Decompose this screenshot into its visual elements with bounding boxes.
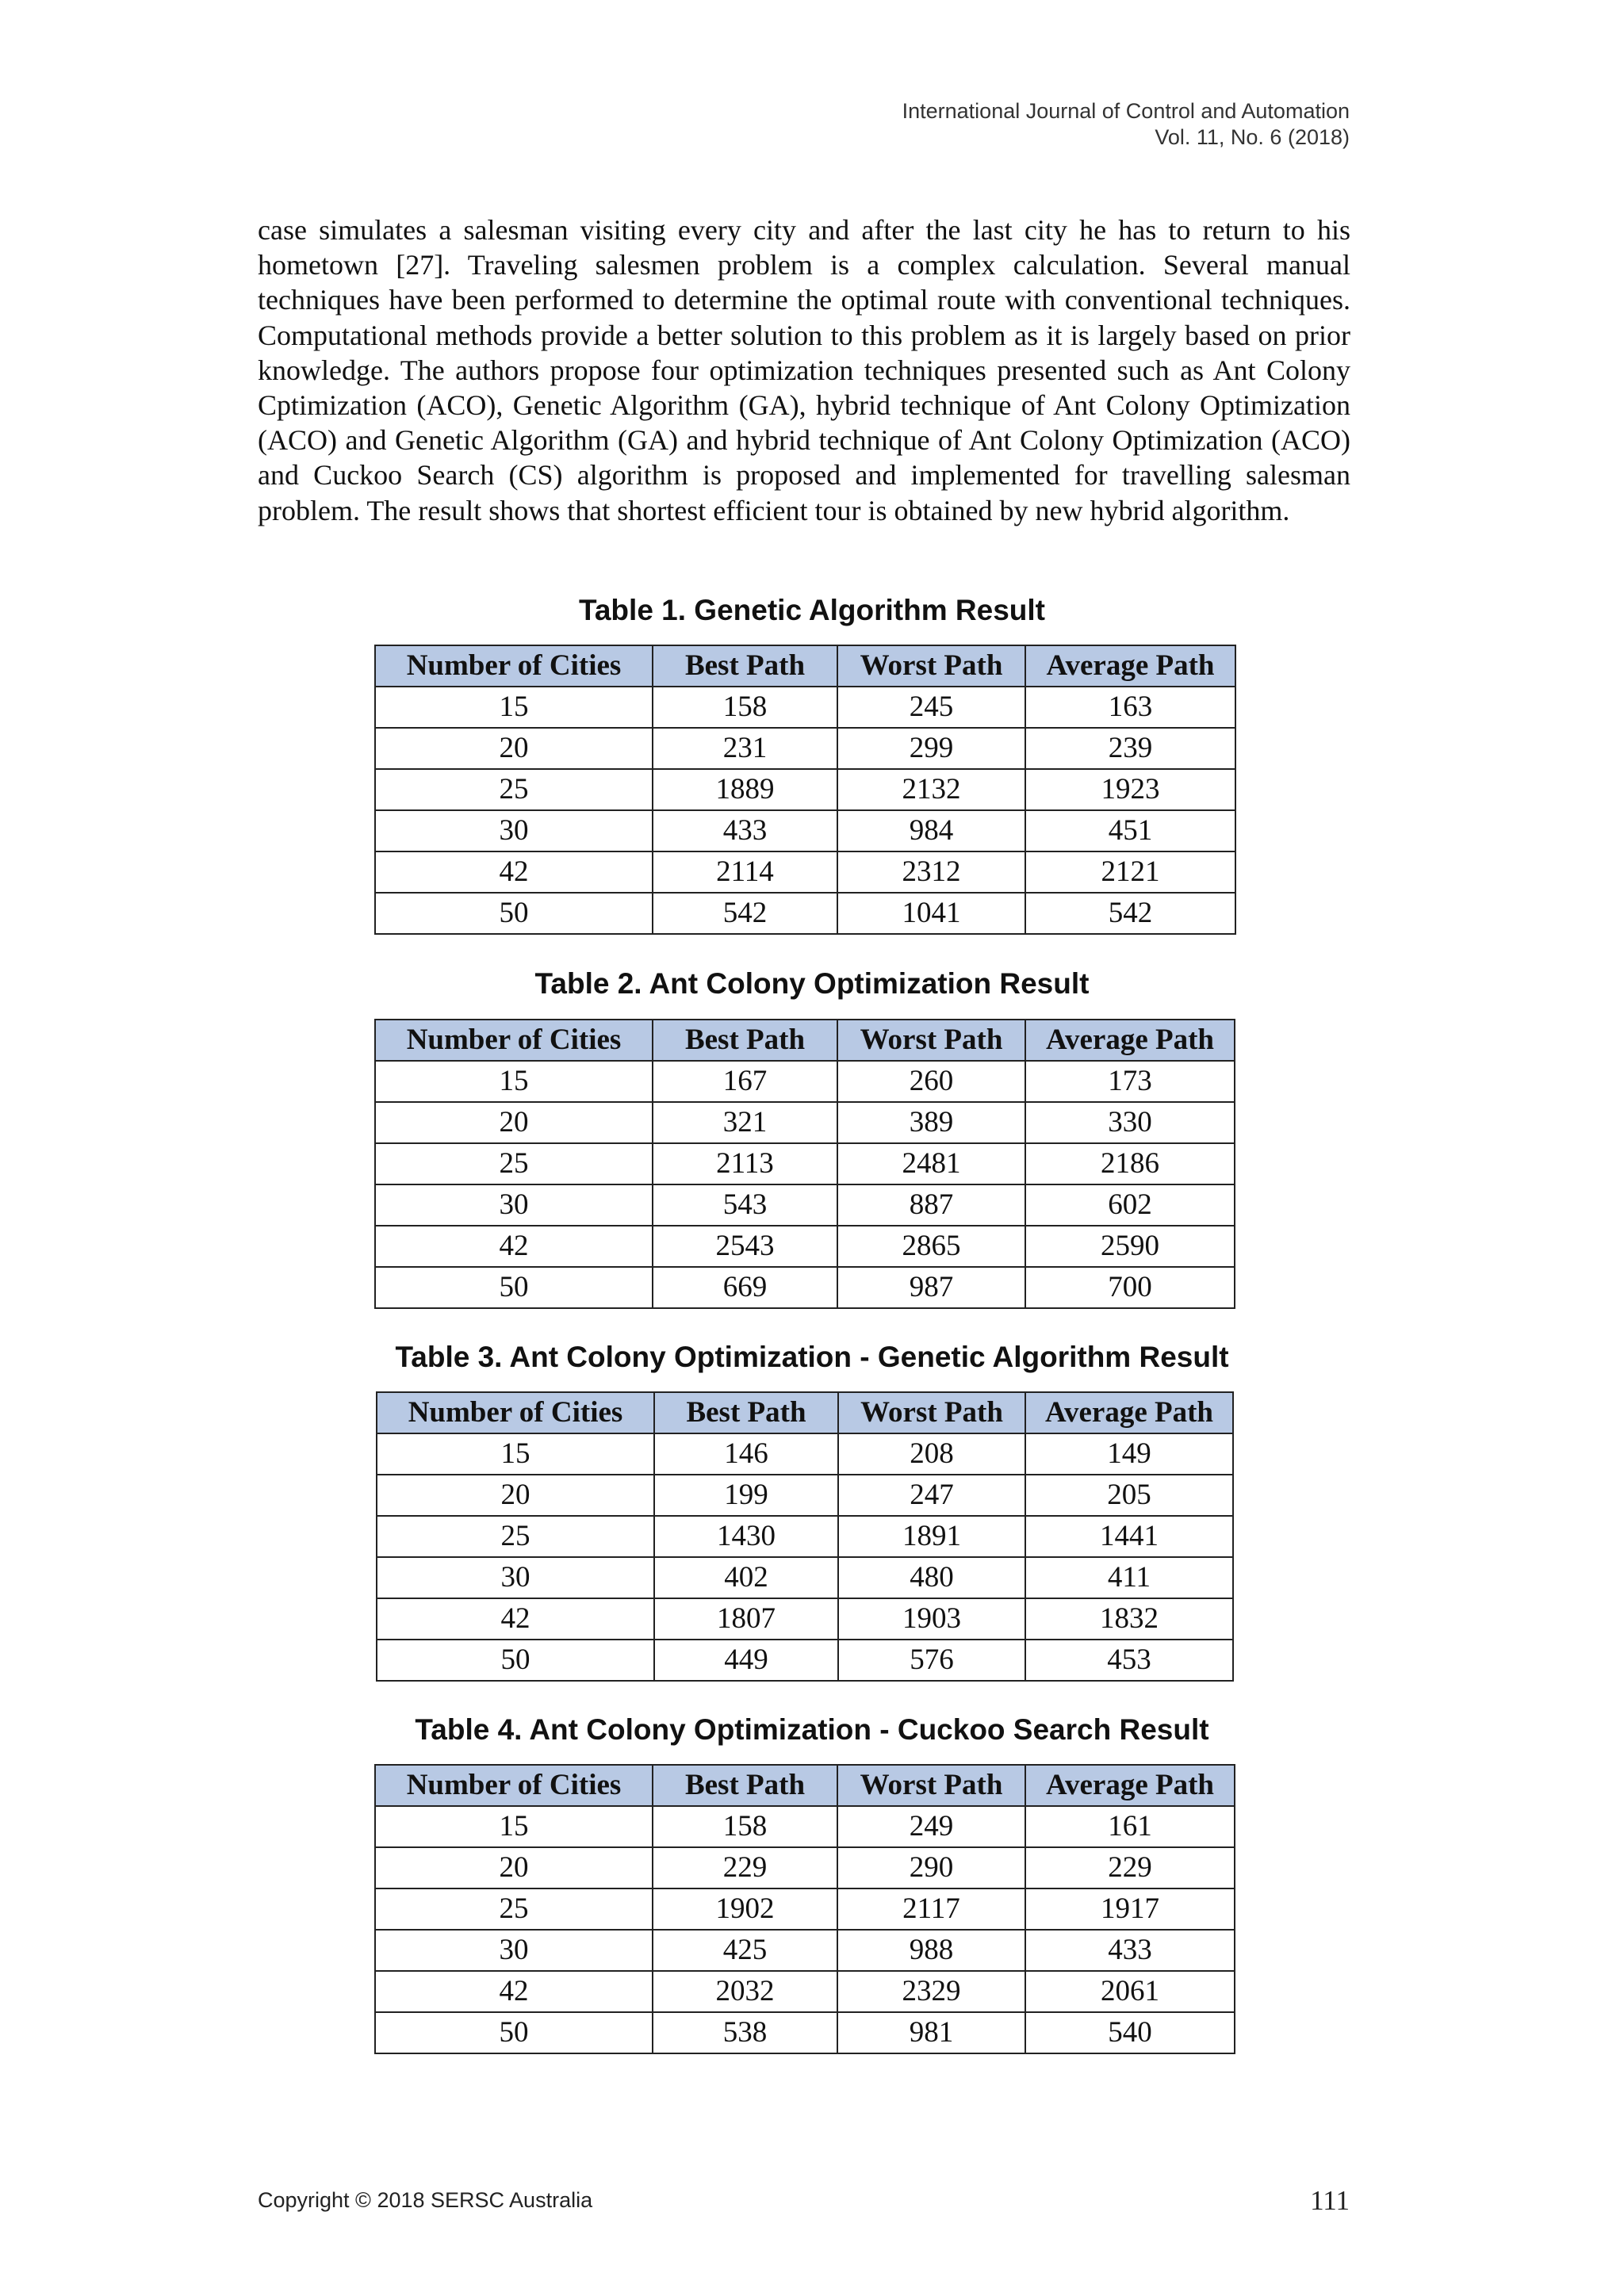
table-2-caption: Table 2. Ant Colony Optimization Result bbox=[534, 967, 1090, 1000]
table-cell: 538 bbox=[653, 2012, 837, 2053]
table-cell: 576 bbox=[838, 1640, 1025, 1681]
table-header-row bbox=[375, 645, 1235, 687]
table-cell: 402 bbox=[654, 1557, 838, 1598]
column-header: Worst Path bbox=[837, 645, 1025, 687]
table-cell: 42 bbox=[375, 1971, 653, 2012]
table-row bbox=[377, 1640, 1233, 1681]
table-cell: 25 bbox=[377, 1516, 654, 1557]
table-cell: 15 bbox=[375, 1806, 653, 1847]
table-cell: 42 bbox=[375, 1226, 653, 1267]
table-cell: 602 bbox=[1025, 1184, 1235, 1226]
table-cell: 50 bbox=[375, 893, 653, 934]
table-cell: 433 bbox=[653, 810, 837, 851]
table-cell: 149 bbox=[1025, 1433, 1233, 1475]
volume-info: Vol. 11, No. 6 (2018) bbox=[1155, 125, 1350, 149]
table-cell: 480 bbox=[838, 1557, 1025, 1598]
table-cell: 1832 bbox=[1025, 1598, 1233, 1640]
running-header bbox=[902, 98, 1350, 151]
table-cell: 453 bbox=[1025, 1640, 1233, 1681]
table-cell: 1903 bbox=[838, 1598, 1025, 1640]
table-cell: 700 bbox=[1025, 1267, 1235, 1308]
table-cell: 247 bbox=[838, 1475, 1025, 1516]
table-cell: 411 bbox=[1025, 1557, 1233, 1598]
table-row bbox=[375, 1226, 1235, 1267]
table-cell: 20 bbox=[375, 1102, 653, 1143]
table-cell: 249 bbox=[837, 1806, 1025, 1847]
column-header: Worst Path bbox=[837, 1765, 1025, 1806]
table-cell: 2121 bbox=[1025, 851, 1235, 893]
table-row bbox=[375, 1847, 1235, 1888]
table-row bbox=[375, 1930, 1235, 1971]
table-cell: 2865 bbox=[837, 1226, 1025, 1267]
table-1-caption: Table 1. Genetic Algorithm Result bbox=[579, 594, 1045, 626]
table-cell: 158 bbox=[653, 1806, 837, 1847]
table-2 bbox=[374, 1019, 1235, 1309]
column-header: Number of Cities bbox=[377, 1392, 654, 1433]
table-cell: 20 bbox=[377, 1475, 654, 1516]
table-row bbox=[377, 1433, 1233, 1475]
table-cell: 20 bbox=[375, 1847, 653, 1888]
table-cell: 161 bbox=[1025, 1806, 1235, 1847]
table-header-row bbox=[377, 1392, 1233, 1433]
table-cell: 425 bbox=[653, 1930, 837, 1971]
table-cell: 1441 bbox=[1025, 1516, 1233, 1557]
table-cell: 146 bbox=[654, 1433, 838, 1475]
table-cell: 205 bbox=[1025, 1475, 1233, 1516]
table-cell: 451 bbox=[1025, 810, 1235, 851]
table-cell: 239 bbox=[1025, 728, 1235, 769]
table-cell: 167 bbox=[653, 1061, 837, 1102]
table-cell: 30 bbox=[377, 1557, 654, 1598]
table-cell: 2032 bbox=[653, 1971, 837, 2012]
table-4-caption: Table 4. Ant Colony Optimization - Cuckoo Search Result bbox=[415, 1713, 1209, 1746]
table-cell: 1902 bbox=[653, 1888, 837, 1930]
table-cell: 231 bbox=[653, 728, 837, 769]
table-cell: 15 bbox=[375, 687, 653, 728]
table-cell: 2132 bbox=[837, 769, 1025, 810]
table-cell: 25 bbox=[375, 769, 653, 810]
table-cell: 2114 bbox=[653, 851, 837, 893]
column-header: Average Path bbox=[1025, 1020, 1235, 1061]
table-3-caption: Table 3. Ant Colony Optimization - Genetic Algorithm Result bbox=[395, 1341, 1229, 1373]
table-cell: 669 bbox=[653, 1267, 837, 1308]
table-cell: 1923 bbox=[1025, 769, 1235, 810]
table-cell: 389 bbox=[837, 1102, 1025, 1143]
table-row bbox=[375, 1888, 1235, 1930]
table-cell: 321 bbox=[653, 1102, 837, 1143]
body-paragraph: case simulates a salesman visiting every city and after the last city he has to return to his hometown [27]. Traveling salesmen problem is a complex calculation. Several manual techniques have been performed to determine the optimal route with conventional techniques. Computational methods provide a better solution to this problem as it is largely based on prior knowledge. The authors propose four optimization techniques presented such as Ant Colony Cptimization (ACO), Genetic Algorithm (GA), hybrid technique of Ant Colony Optimization (ACO) and Genetic Algorithm (GA) and hybrid technique of Ant Colony Optimization (ACO) and Cuckoo Search (CS) algorithm is proposed and implemented for travelling salesman problem. The result shows that shortest efficient tour is obtained by new hybrid algorithm. bbox=[258, 214, 1350, 526]
table-cell: 433 bbox=[1025, 1930, 1235, 1971]
table-cell: 981 bbox=[837, 2012, 1025, 2053]
table-cell: 1891 bbox=[838, 1516, 1025, 1557]
table-cell: 42 bbox=[375, 851, 653, 893]
table-cell: 2481 bbox=[837, 1143, 1025, 1184]
table-row bbox=[375, 728, 1235, 769]
table-cell: 540 bbox=[1025, 2012, 1235, 2053]
table-cell: 2117 bbox=[837, 1888, 1025, 1930]
table-cell: 173 bbox=[1025, 1061, 1235, 1102]
table-row bbox=[375, 810, 1235, 851]
table-cell: 15 bbox=[377, 1433, 654, 1475]
table-cell: 260 bbox=[837, 1061, 1025, 1102]
table-cell: 2329 bbox=[837, 1971, 1025, 2012]
copyright-notice: Copyright © 2018 SERSC Australia bbox=[258, 2188, 593, 2212]
table-row bbox=[375, 2012, 1235, 2053]
table-cell: 245 bbox=[837, 687, 1025, 728]
table-cell: 50 bbox=[375, 2012, 653, 2053]
table-row bbox=[375, 1061, 1235, 1102]
table-cell: 199 bbox=[654, 1475, 838, 1516]
table-cell: 1041 bbox=[837, 893, 1025, 934]
table-cell: 20 bbox=[375, 728, 653, 769]
table-row bbox=[375, 769, 1235, 810]
table-cell: 229 bbox=[653, 1847, 837, 1888]
table-cell: 330 bbox=[1025, 1102, 1235, 1143]
table-row bbox=[377, 1598, 1233, 1640]
table-cell: 1917 bbox=[1025, 1888, 1235, 1930]
table-4 bbox=[374, 1764, 1235, 2054]
column-header: Worst Path bbox=[837, 1020, 1025, 1061]
table-cell: 15 bbox=[375, 1061, 653, 1102]
table-cell: 2590 bbox=[1025, 1226, 1235, 1267]
table-row bbox=[375, 851, 1235, 893]
column-header: Number of Cities bbox=[375, 1765, 653, 1806]
table-header-row bbox=[375, 1020, 1235, 1061]
table-cell: 290 bbox=[837, 1847, 1025, 1888]
column-header: Worst Path bbox=[838, 1392, 1025, 1433]
table-cell: 208 bbox=[838, 1433, 1025, 1475]
body-text bbox=[258, 212, 1350, 528]
table-row bbox=[375, 1806, 1235, 1847]
table-row bbox=[375, 687, 1235, 728]
column-header: Best Path bbox=[653, 1765, 837, 1806]
table-cell: 987 bbox=[837, 1267, 1025, 1308]
table-cell: 229 bbox=[1025, 1847, 1235, 1888]
journal-title: International Journal of Control and Automation bbox=[902, 99, 1350, 123]
table-row bbox=[377, 1557, 1233, 1598]
table-row bbox=[375, 1184, 1235, 1226]
column-header: Number of Cities bbox=[375, 1020, 653, 1061]
table-cell: 25 bbox=[375, 1888, 653, 1930]
table-cell: 2113 bbox=[653, 1143, 837, 1184]
table-cell: 542 bbox=[653, 893, 837, 934]
table-cell: 542 bbox=[1025, 893, 1235, 934]
table-row bbox=[375, 1102, 1235, 1143]
column-header: Average Path bbox=[1025, 1392, 1233, 1433]
column-header: Number of Cities bbox=[375, 645, 653, 687]
table-cell: 50 bbox=[377, 1640, 654, 1681]
table-row bbox=[375, 893, 1235, 934]
table-3 bbox=[376, 1391, 1234, 1682]
page-number: 111 bbox=[1310, 2185, 1350, 2216]
table-cell: 158 bbox=[653, 687, 837, 728]
table-cell: 2186 bbox=[1025, 1143, 1235, 1184]
table-cell: 30 bbox=[375, 810, 653, 851]
table-cell: 299 bbox=[837, 728, 1025, 769]
table-cell: 1430 bbox=[654, 1516, 838, 1557]
table-cell: 42 bbox=[377, 1598, 654, 1640]
column-header: Average Path bbox=[1025, 1765, 1235, 1806]
table-cell: 887 bbox=[837, 1184, 1025, 1226]
table-cell: 2061 bbox=[1025, 1971, 1235, 2012]
table-cell: 163 bbox=[1025, 687, 1235, 728]
table-cell: 25 bbox=[375, 1143, 653, 1184]
table-cell: 449 bbox=[654, 1640, 838, 1681]
table-1 bbox=[374, 645, 1236, 935]
table-cell: 984 bbox=[837, 810, 1025, 851]
table-cell: 2312 bbox=[837, 851, 1025, 893]
table-row bbox=[375, 1267, 1235, 1308]
table-cell: 543 bbox=[653, 1184, 837, 1226]
table-row bbox=[375, 1971, 1235, 2012]
table-cell: 50 bbox=[375, 1267, 653, 1308]
column-header: Average Path bbox=[1025, 645, 1235, 687]
table-cell: 1807 bbox=[654, 1598, 838, 1640]
table-row bbox=[375, 1143, 1235, 1184]
table-cell: 1889 bbox=[653, 769, 837, 810]
table-cell: 2543 bbox=[653, 1226, 837, 1267]
table-row bbox=[377, 1475, 1233, 1516]
column-header: Best Path bbox=[653, 1020, 837, 1061]
column-header: Best Path bbox=[653, 645, 837, 687]
table-header-row bbox=[375, 1765, 1235, 1806]
table-cell: 988 bbox=[837, 1930, 1025, 1971]
table-row bbox=[377, 1516, 1233, 1557]
table-cell: 30 bbox=[375, 1930, 653, 1971]
table-cell: 30 bbox=[375, 1184, 653, 1226]
column-header: Best Path bbox=[654, 1392, 838, 1433]
